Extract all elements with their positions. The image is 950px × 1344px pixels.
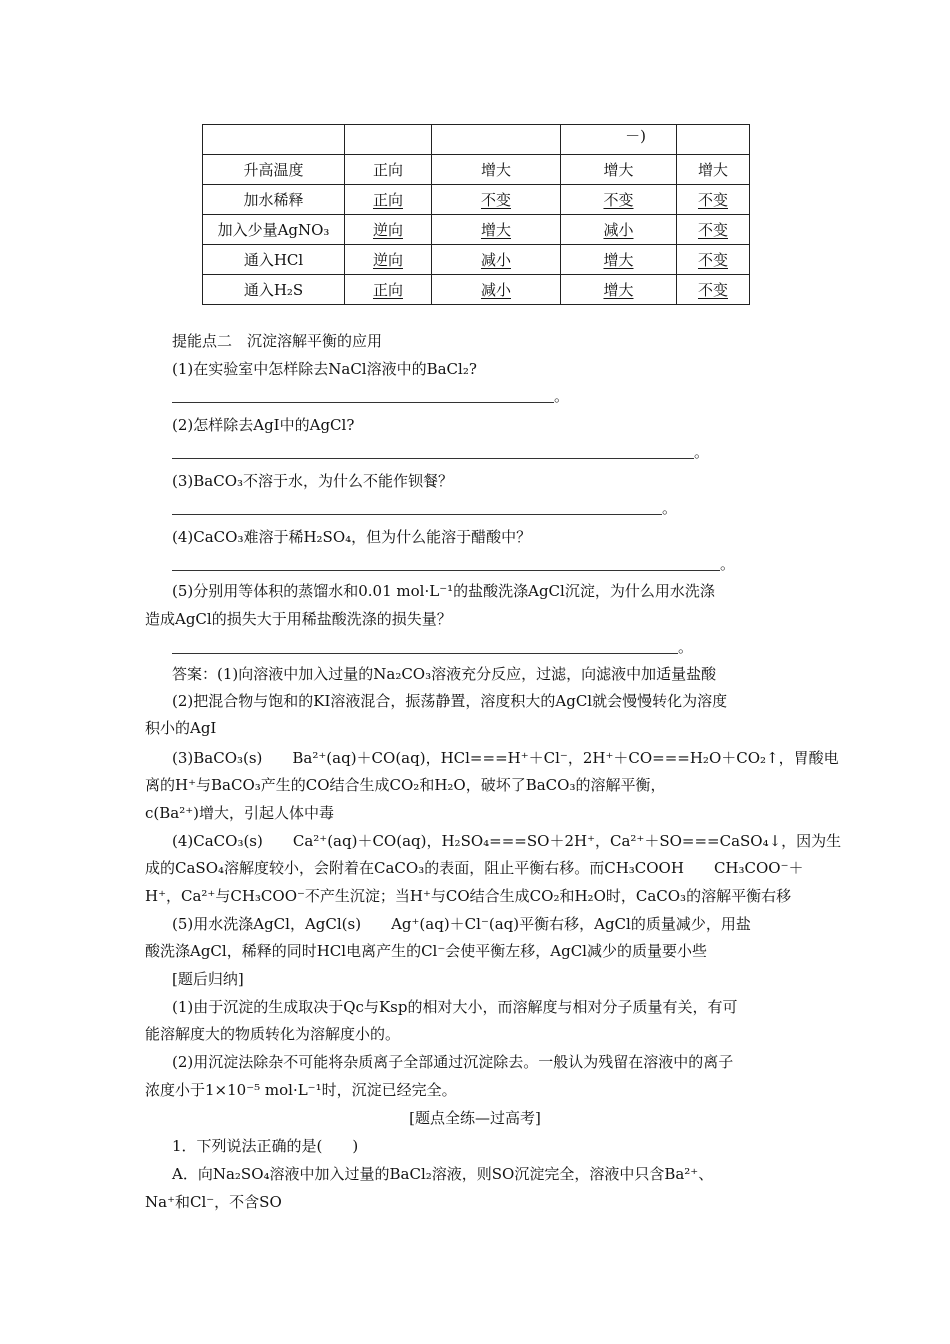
question-2: (2)怎样除去AgI中的AgCl? xyxy=(172,416,355,434)
question-5-line-1: (5)分别用等体积的蒸馏水和0.01 mol·L⁻¹的盐酸洗涤AgCl沉淀，为什么用水洗涤 xyxy=(172,582,715,600)
answer-1: 答案：(1)向溶液中加入过量的Na₂CO₃溶液充分反应，过滤，向滤液中加适量盐酸 xyxy=(172,665,717,683)
table-row xyxy=(203,245,750,275)
table-row xyxy=(203,155,750,185)
question-5-line-2: 造成AgCl的损失大于用稀盐酸洗涤的损失量？ xyxy=(145,610,452,628)
question-4: (4)CaCO₃难溶于稀H₂SO₄，但为什么能溶于醋酸中？ xyxy=(172,528,532,546)
summary-1-line-1: (1)由于沉淀的生成取决于Qc与Ksp的相对大小，而溶解度与相对分子质量有关，有可 xyxy=(172,998,738,1016)
value-cell: 不变 xyxy=(603,191,634,209)
condition-cell: 升高温度 xyxy=(203,155,345,185)
summary-2-line-2: 浓度小于1×10⁻⁵ mol·L⁻¹时，沉淀已经完全。 xyxy=(145,1081,457,1099)
value-cell: 增大 xyxy=(432,155,561,185)
question-1: (1)在实验室中怎样除去NaCl溶液中的BaCl₂? xyxy=(172,360,477,378)
answer-5-line-1: (5)用水洗涤AgCl，AgCl(s) Ag⁺(aq)＋Cl⁻(aq)平衡右移，AgCl的质量减少，用盐 xyxy=(172,915,751,933)
value-cell: 不变 xyxy=(480,191,511,209)
value-cell: 减小 xyxy=(480,251,511,269)
practice-title: [题点全练—过高考] xyxy=(409,1109,541,1127)
equilibrium-table xyxy=(202,124,750,305)
value-cell: 增大 xyxy=(561,155,677,185)
table-row xyxy=(203,185,750,215)
answer-3-line-1: (3)BaCO₃(s) Ba²⁺(aq)＋CO(aq)，HCl===H⁺＋Cl⁻，2H⁺＋CO===H₂O＋CO₂↑，胃酸电 xyxy=(172,749,839,767)
answer-2-line-2: 积小的AgI xyxy=(145,719,217,737)
shift-cell: 逆向 xyxy=(372,251,403,269)
answer-2-line-1: (2)把混合物与饱和的KI溶液混合，振荡静置，溶度积大的AgCl就会慢慢转化为溶度 xyxy=(172,692,728,710)
ksp-cell: 不变 xyxy=(697,281,728,299)
ksp-cell: 不变 xyxy=(697,191,728,209)
option-a-line-1: A．向Na₂SO₄溶液中加入过量的BaCl₂溶液，则SO沉淀完全，溶液中只含Ba²⁺、 xyxy=(172,1165,714,1183)
answer-3-line-2: 离的H⁺与BaCO₃产生的CO结合生成CO₂和H₂O，破坏了BaCO₃的溶解平衡， xyxy=(145,776,666,794)
shift-cell: 逆向 xyxy=(372,221,403,239)
header-fragment: －) xyxy=(625,127,646,145)
value-cell: 减小 xyxy=(480,281,511,299)
answer-blank-4: 。 xyxy=(172,554,735,574)
value-cell: 增大 xyxy=(480,221,511,239)
condition-cell: 加入少量AgNO₃ xyxy=(203,215,345,245)
option-a-line-2: Na⁺和Cl⁻，不含SO xyxy=(145,1193,282,1211)
answer-4-line-3: H⁺，Ca²⁺与CH₃COO⁻不产生沉淀；当H⁺与CO结合生成CO₂和H₂O时，CaCO₃的溶解平衡右移 xyxy=(145,887,792,905)
ksp-cell: 不变 xyxy=(697,251,728,269)
answer-blank-2: 。 xyxy=(172,442,709,462)
section-title: 提能点二 沉淀溶解平衡的应用 xyxy=(172,332,383,350)
value-cell: 增大 xyxy=(603,251,634,269)
answer-blank-1: 。 xyxy=(172,386,569,406)
table-row xyxy=(203,215,750,245)
summary-2-line-1: (2)用沉淀法除杂不可能将杂质离子全部通过沉淀除去。一般认为残留在溶液中的离子 xyxy=(172,1053,734,1071)
answer-3-line-3: c(Ba²⁺)增大，引起人体中毒 xyxy=(145,804,335,822)
table-row xyxy=(203,275,750,305)
summary-title: [题后归纳] xyxy=(172,970,244,988)
answer-blank-5: 。 xyxy=(172,637,693,657)
answer-blank-3: 。 xyxy=(172,498,677,518)
shift-cell: 正向 xyxy=(372,281,403,299)
answer-5-line-2: 酸洗涤AgCl，稀释的同时HCl电离产生的Cl⁻会使平衡左移，AgCl减少的质量要小些 xyxy=(145,942,707,960)
answer-4-line-2: 成的CaSO₄溶解度较小，会附着在CaCO₃的表面，阻止平衡右移。而CH₃COOH CH₃COO⁻＋ xyxy=(145,859,804,877)
shift-cell: 正向 xyxy=(345,155,432,185)
value-cell: 增大 xyxy=(603,281,634,299)
condition-cell: 加水稀释 xyxy=(203,185,345,215)
shift-cell: 正向 xyxy=(372,191,403,209)
practice-question-1: 1．下列说法正确的是( ) xyxy=(172,1137,359,1155)
condition-cell: 通入H₂S xyxy=(203,275,345,305)
value-cell: 减小 xyxy=(603,221,634,239)
table-header-row xyxy=(203,125,750,155)
ksp-cell: 不变 xyxy=(697,221,728,239)
condition-cell: 通入HCl xyxy=(203,245,345,275)
summary-1-line-2: 能溶解度大的物质转化为溶解度小的。 xyxy=(145,1025,401,1043)
answer-4-line-1: (4)CaCO₃(s) Ca²⁺(aq)＋CO(aq)，H₂SO₄===SO＋2H⁺，Ca²⁺＋SO===CaSO₄↓，因为生 xyxy=(172,832,842,850)
question-3: (3)BaCO₃不溶于水，为什么不能作钡餐？ xyxy=(172,472,454,490)
ksp-cell: 增大 xyxy=(677,155,750,185)
